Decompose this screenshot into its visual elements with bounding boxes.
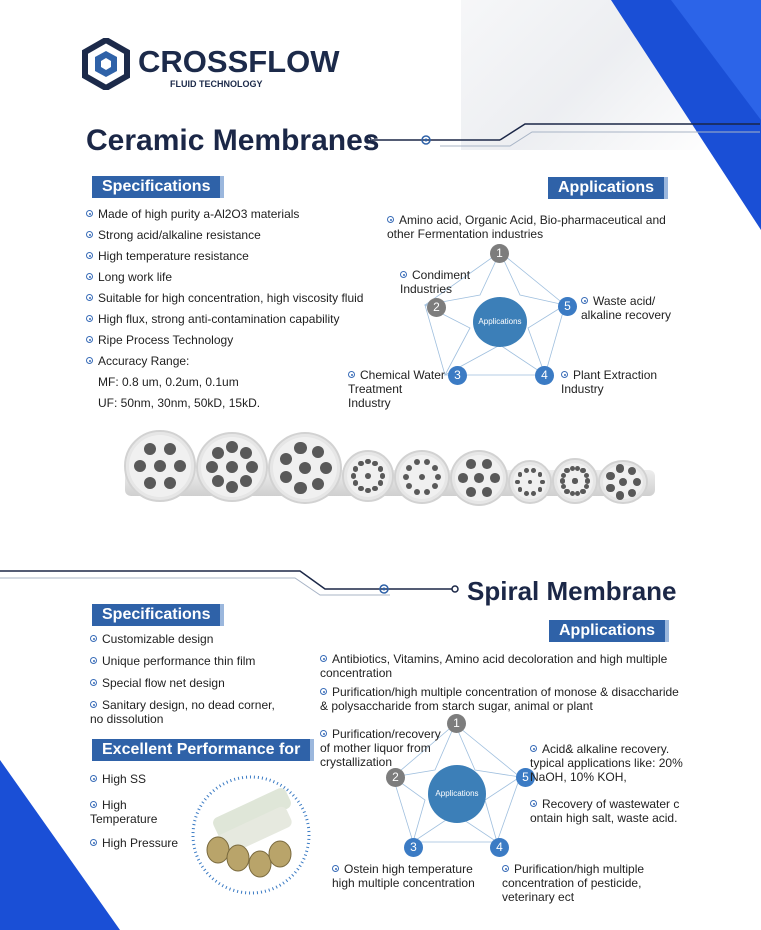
ceramic-app-4-text: Plant Extraction Industry [561,368,658,396]
list-item: Special flow net design [90,676,225,690]
tube-channel [320,462,332,474]
tube-channel [212,447,224,459]
tube-channel [365,473,371,479]
bullet-icon [387,216,394,223]
spiral-app-3-text: Ostein high temperature high multiple concentration [332,862,475,890]
ceramic-title: Ceramic Membranes [86,124,380,157]
bullet-icon [90,775,97,782]
brand-logo [82,38,340,94]
tube-channel [226,461,238,473]
list-item: High flux, strong anti-contamination capability [86,312,339,326]
ceramic-app-5-number: 5 [558,297,577,316]
list-item: High temperature resistance [86,249,249,263]
tube-channel [606,472,614,480]
bullet-icon [86,315,93,322]
tube-channel [564,489,569,494]
tube-channel [524,468,529,473]
tube-channel [580,489,585,494]
title-decor-line [360,120,760,150]
ceramic-apps-badge: Applications [548,177,664,199]
bullet-icon [90,801,97,808]
bullet-icon [90,839,97,846]
spiral-app-4-number: 4 [490,838,509,857]
tube-channel [518,487,523,492]
list-item: Customizable design [90,632,213,646]
spiral-list-item-1: Antibiotics, Vitamins, Amino acid decoloration and high multiple concentration [320,652,668,680]
tube-channel [435,474,441,480]
tube-channel [458,473,468,483]
spiral-membrane-image [188,772,314,898]
accuracy-range-mf: MF: 0.8 um, 0.2um, 0.1um [98,375,239,389]
tube-channel [482,459,492,469]
perf-item-high-pressure: High Pressure [90,836,178,850]
tube-channel [572,478,577,483]
tube-channel [424,489,430,495]
ceramic-app-5-text: Waste acid/ alkaline recovery [581,294,672,322]
bullet-icon [320,655,327,662]
spiral-app-5-text: Acid& alkaline recovery. typical applications like: 20% NaOH, 10% KOH, [530,742,683,784]
tube-channel [540,480,545,485]
tube-channel [212,475,224,487]
ceramic-app-1-text: Amino acid, Organic Acid, Bio-pharmaceutical and other Fermentation industries [387,213,666,241]
tube-channel [524,491,529,496]
ceramic-app-3-text: Chemical Water Treatment Industry [348,368,445,410]
tube-channel [616,491,624,499]
tube-channel [365,459,371,465]
bullet-icon [86,336,93,343]
bullet-icon [90,635,97,642]
spiral-list-item-2: Purification/high multiple concentration of monose & disaccharide & polysaccharide from starch sugar, animal or plant [320,685,679,713]
list-item: Made of high purity a-Al2O3 materials [86,207,299,221]
bullet-icon [561,371,568,378]
list-item: Accuracy Range: [86,354,189,368]
tube-channel [206,461,218,473]
logo-wordmark: CROSSFLOW [138,44,340,79]
tube-channel [466,487,476,497]
bullet-icon [581,297,588,304]
tube-channel [353,466,359,472]
ceramic-app-4-number: 4 [535,366,554,385]
tube-channel [144,443,156,455]
tube-channel [616,464,624,472]
ceramic-app-1-number: 1 [490,244,509,263]
list-item: Sanitary design, no dead corner, no dissolution [90,698,275,726]
bullet-icon [530,800,537,807]
tube-channel [154,460,166,472]
tube-channel [628,467,636,475]
bullet-icon [90,701,97,708]
tube-channel [294,442,306,454]
spiral-extra-text: Recovery of wastewater c ontain high salt, waste acid. [530,797,680,825]
list-item: Suitable for high concentration, high viscosity fluid [86,291,363,305]
spiral-app-2-number: 2 [386,768,405,787]
bullet-icon [90,679,97,686]
bullet-icon [320,730,327,737]
tube-channel [134,460,146,472]
tube-channel [560,478,565,483]
tube-channel [628,489,636,497]
tube-channel [490,473,500,483]
bullet-icon [530,745,537,752]
tube-channel [240,447,252,459]
bullet-icon [90,657,97,664]
corner-decoration-top-right-inner [671,0,761,120]
ceramic-app-3-number: 3 [448,366,467,385]
list-item: Strong acid/alkaline resistance [86,228,261,242]
spiral-app-1-text: Purification/recovery of mother liquor from crystallization [320,727,441,769]
tube-channel [531,468,536,473]
bullet-icon [86,231,93,238]
bullet-icon [86,357,93,364]
ceramic-specs-badge: Specifications [92,176,220,198]
tube-channel [378,466,384,472]
bullet-icon [86,210,93,217]
bullet-icon [86,294,93,301]
tube-channel [294,482,306,494]
spiral-title: Spiral Membrane [467,576,677,606]
tube-channel [538,487,543,492]
tube-channel [561,484,566,489]
bullet-icon [332,865,339,872]
tube-channel [358,461,364,467]
tube-channel [570,466,575,471]
tube-channel [432,465,438,471]
logo-tagline: FLUID TECHNOLOGY [170,79,263,89]
tube-channel [474,473,484,483]
spiral-specs-badge: Specifications [92,604,220,626]
spiral-app-4-text: Purification/high multiple concentration of pesticide, veterinary ect [502,862,645,904]
spiral-app-1-number: 1 [447,714,466,733]
spiral-app-3-number: 3 [404,838,423,857]
performance-badge: Excellent Performance for [92,739,310,761]
title-decor-line [0,565,460,601]
tube-channel [585,478,590,483]
ceramic-spec-list [86,207,366,417]
ceramic-app-2-number: 2 [427,298,446,317]
spiral-apps-hub: Applications [428,765,486,823]
list-item: Long work life [86,270,172,284]
spiral-spec-list [90,632,310,732]
bullet-icon [502,865,509,872]
tube-channel [226,441,238,453]
bullet-icon [86,252,93,259]
bullet-icon [86,273,93,280]
ceramic-apps-hub: Applications [473,297,527,347]
tube-channel [466,459,476,469]
bullet-icon [320,688,327,695]
tube-channel [482,487,492,497]
list-item: Ripe Process Technology [86,333,233,347]
spiral-app-5-number: 5 [516,768,535,787]
perf-item-high-ss: High SS [90,772,146,786]
spiral-apps-badge: Applications [549,620,665,642]
tube-channel [358,486,364,492]
perf-item-high-temperature: High Temperature [90,798,158,826]
accuracy-range-uf: UF: 50nm, 30nm, 50kD, 15kD. [98,396,261,410]
tube-channel [570,491,575,496]
bullet-icon [400,271,407,278]
tube-channel [312,446,324,458]
logo-hex-icon [82,38,130,90]
ceramic-app-2-text: Condiment Industries [400,268,471,296]
list-item: Unique performance thin film [90,654,255,668]
tube-channel [606,484,614,492]
tube-channel [561,473,566,478]
tube-channel [351,473,357,479]
bullet-icon [348,371,355,378]
tube-channel [164,443,176,455]
